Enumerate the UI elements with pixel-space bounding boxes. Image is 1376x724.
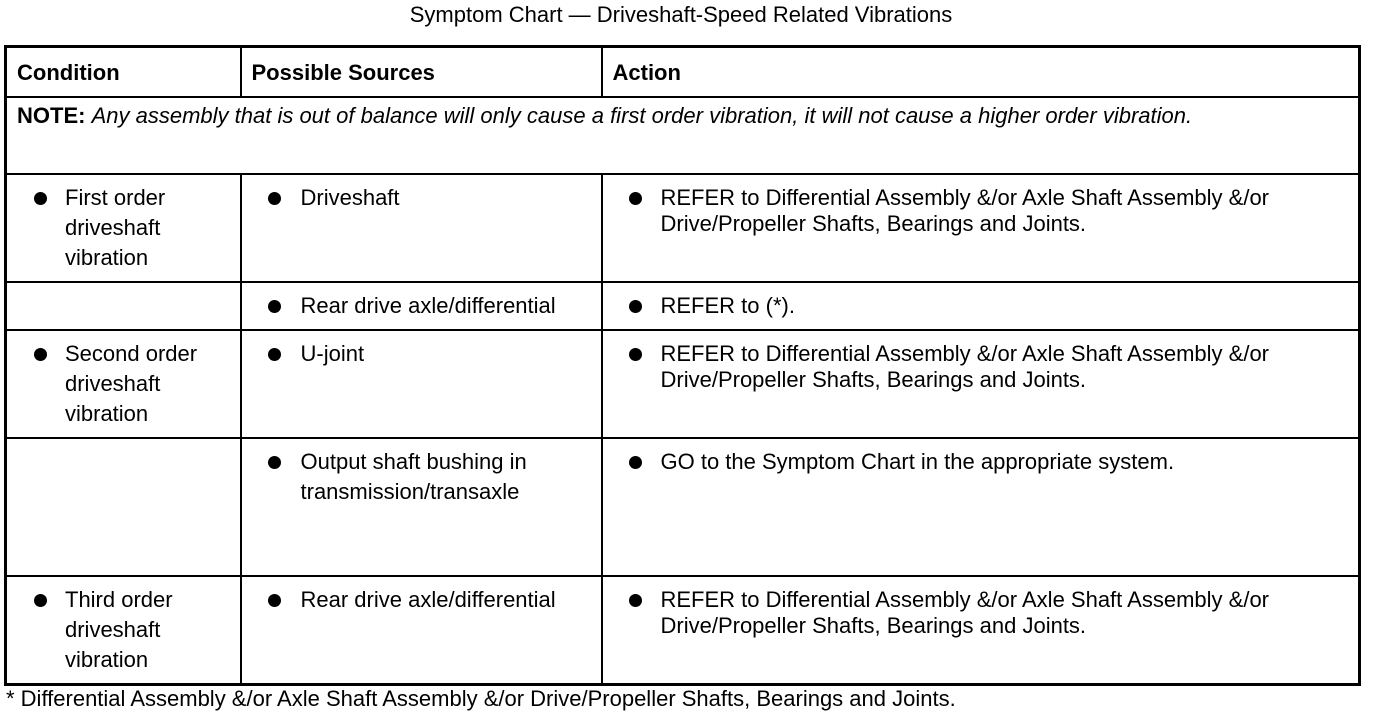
bullet-icon <box>34 594 47 607</box>
bullet-icon <box>629 348 642 361</box>
bullet-icon <box>629 192 642 205</box>
bullet-icon <box>268 300 281 313</box>
action-cell <box>602 174 1360 282</box>
bullet-icon <box>268 192 281 205</box>
note-row <box>6 97 1360 174</box>
header-possible-sources: Possible Sources <box>241 47 602 98</box>
header-action: Action <box>602 47 1360 98</box>
header-condition: Condition <box>6 47 241 98</box>
condition-text: First order driveshaft vibration <box>65 185 166 270</box>
bullet-icon <box>268 348 281 361</box>
source-cell <box>241 174 602 282</box>
source-cell <box>241 576 602 684</box>
table-row <box>6 282 1360 330</box>
table-header-row <box>6 47 1360 98</box>
bullet-icon <box>34 192 47 205</box>
condition-cell <box>6 576 241 684</box>
source-cell <box>241 282 602 330</box>
bullet-icon <box>268 456 281 469</box>
condition-cell <box>6 330 241 438</box>
footnote: * Differential Assembly &/or Axle Shaft Assembly &/or Drive/Propeller Shafts, Bearings and Joints. <box>6 686 956 711</box>
note-cell <box>6 97 1360 174</box>
page-title: Symptom Chart — Driveshaft-Speed Related Vibrations <box>409 2 953 27</box>
table-row <box>6 174 1360 282</box>
source-text: Driveshaft <box>300 185 400 210</box>
note-label: NOTE: <box>17 103 86 128</box>
condition-cell <box>6 282 241 330</box>
bullet-icon <box>629 594 642 607</box>
condition-text: Second order driveshaft vibration <box>65 341 198 426</box>
bullet-icon <box>34 348 47 361</box>
action-text: REFER to Differential Assembly &/or Axle Shaft Assembly &/or Drive/Propeller Shafts, Bearings and Joints. <box>660 341 1270 392</box>
source-text: Rear drive axle/differential <box>300 587 556 612</box>
source-text: U-joint <box>300 341 365 366</box>
action-cell <box>602 330 1360 438</box>
table-row <box>6 576 1360 684</box>
note-text: Any assembly that is out of balance will only cause a first order vibration, it will not cause a higher order vibration. <box>91 103 1193 128</box>
source-text: Output shaft bushing in transmission/transaxle <box>300 449 527 504</box>
action-cell <box>602 576 1360 684</box>
bullet-icon <box>629 300 642 313</box>
condition-cell <box>6 438 241 576</box>
source-cell <box>241 330 602 438</box>
table-row <box>6 438 1360 576</box>
condition-text: Third order driveshaft vibration <box>65 587 173 672</box>
table-row <box>6 330 1360 438</box>
action-cell <box>602 438 1360 576</box>
action-text: REFER to (*). <box>660 293 795 318</box>
action-cell <box>602 282 1360 330</box>
bullet-icon <box>268 594 281 607</box>
action-text: GO to the Symptom Chart in the appropriate system. <box>660 449 1175 474</box>
source-cell <box>241 438 602 576</box>
action-text: REFER to Differential Assembly &/or Axle Shaft Assembly &/or Drive/Propeller Shafts, Bearings and Joints. <box>660 587 1270 638</box>
symptom-chart-table <box>4 45 1361 686</box>
action-text: REFER to Differential Assembly &/or Axle Shaft Assembly &/or Drive/Propeller Shafts, Bearings and Joints. <box>660 185 1270 236</box>
condition-cell <box>6 174 241 282</box>
bullet-icon <box>629 456 642 469</box>
source-text: Rear drive axle/differential <box>300 293 556 318</box>
